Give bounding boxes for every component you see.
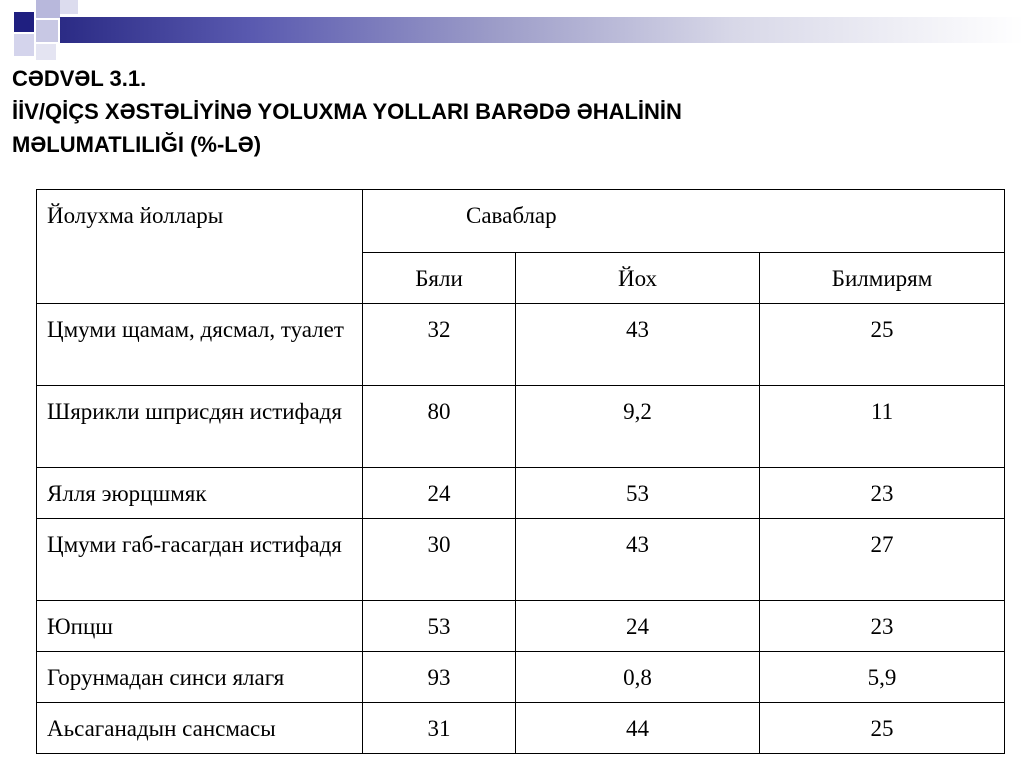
cell-value: 44 [516, 703, 760, 754]
row-label: Цмуми щамам, дясмал, туалет [37, 304, 363, 386]
title-line: İİV/QİÇS XƏSTƏLİYİNƏ YOLUXMA YOLLARI BARƏDƏ ƏHALİNİN [12, 99, 682, 124]
cell-value: 53 [516, 468, 760, 519]
corner-square-dark [14, 12, 34, 32]
cell-value: 27 [760, 519, 1005, 601]
row-label: Цмуми габ-гасагдан истифадя [37, 519, 363, 601]
column-header: Билмирям [760, 253, 1005, 304]
table-header-row [37, 190, 1005, 253]
cell-value: 24 [363, 468, 516, 519]
row-label: Аьсаганадын сансмасы [37, 703, 363, 754]
cell-value: 30 [363, 519, 516, 601]
corner-square-light [14, 34, 34, 56]
group-header-cell: Саваблар [363, 190, 1005, 253]
corner-square-light [60, 0, 78, 14]
cell-value: 23 [760, 468, 1005, 519]
corner-square-light [36, 20, 58, 42]
cell-value: 53 [363, 601, 516, 652]
data-table [36, 189, 1005, 754]
table-row [37, 468, 1005, 519]
row-label: Ялля эюрцшмяк [37, 468, 363, 519]
cell-value: 80 [363, 386, 516, 468]
corner-square-light [36, 0, 60, 18]
row-label: Горунмадан синси ялагя [37, 652, 363, 703]
title-line: MƏLUMATLILIĞI (%-LƏ) [12, 132, 262, 157]
header-gradient-bar [60, 17, 1024, 43]
cell-value: 43 [516, 519, 760, 601]
table-row [37, 652, 1005, 703]
table-row [37, 703, 1005, 754]
row-label: Юпцш [37, 601, 363, 652]
cell-value: 11 [760, 386, 1005, 468]
row-header-cell: Йолухма йоллары [37, 190, 363, 304]
cell-value: 9,2 [516, 386, 760, 468]
cell-value: 5,9 [760, 652, 1005, 703]
table-row [37, 304, 1005, 386]
row-label: Шярикли шприсдян истифадя [37, 386, 363, 468]
cell-value: 23 [760, 601, 1005, 652]
table-row [37, 601, 1005, 652]
cell-value: 24 [516, 601, 760, 652]
cell-value: 25 [760, 703, 1005, 754]
title-line: CƏDVƏL 3.1. [12, 66, 147, 91]
cell-value: 31 [363, 703, 516, 754]
cell-value: 93 [363, 652, 516, 703]
cell-value: 32 [363, 304, 516, 386]
table-row [37, 519, 1005, 601]
column-header: Йох [516, 253, 760, 304]
cell-value: 43 [516, 304, 760, 386]
corner-square-light [36, 44, 56, 60]
column-header: Бяли [363, 253, 516, 304]
cell-value: 25 [760, 304, 1005, 386]
table-row [37, 386, 1005, 468]
page-title [12, 62, 682, 161]
cell-value: 0,8 [516, 652, 760, 703]
